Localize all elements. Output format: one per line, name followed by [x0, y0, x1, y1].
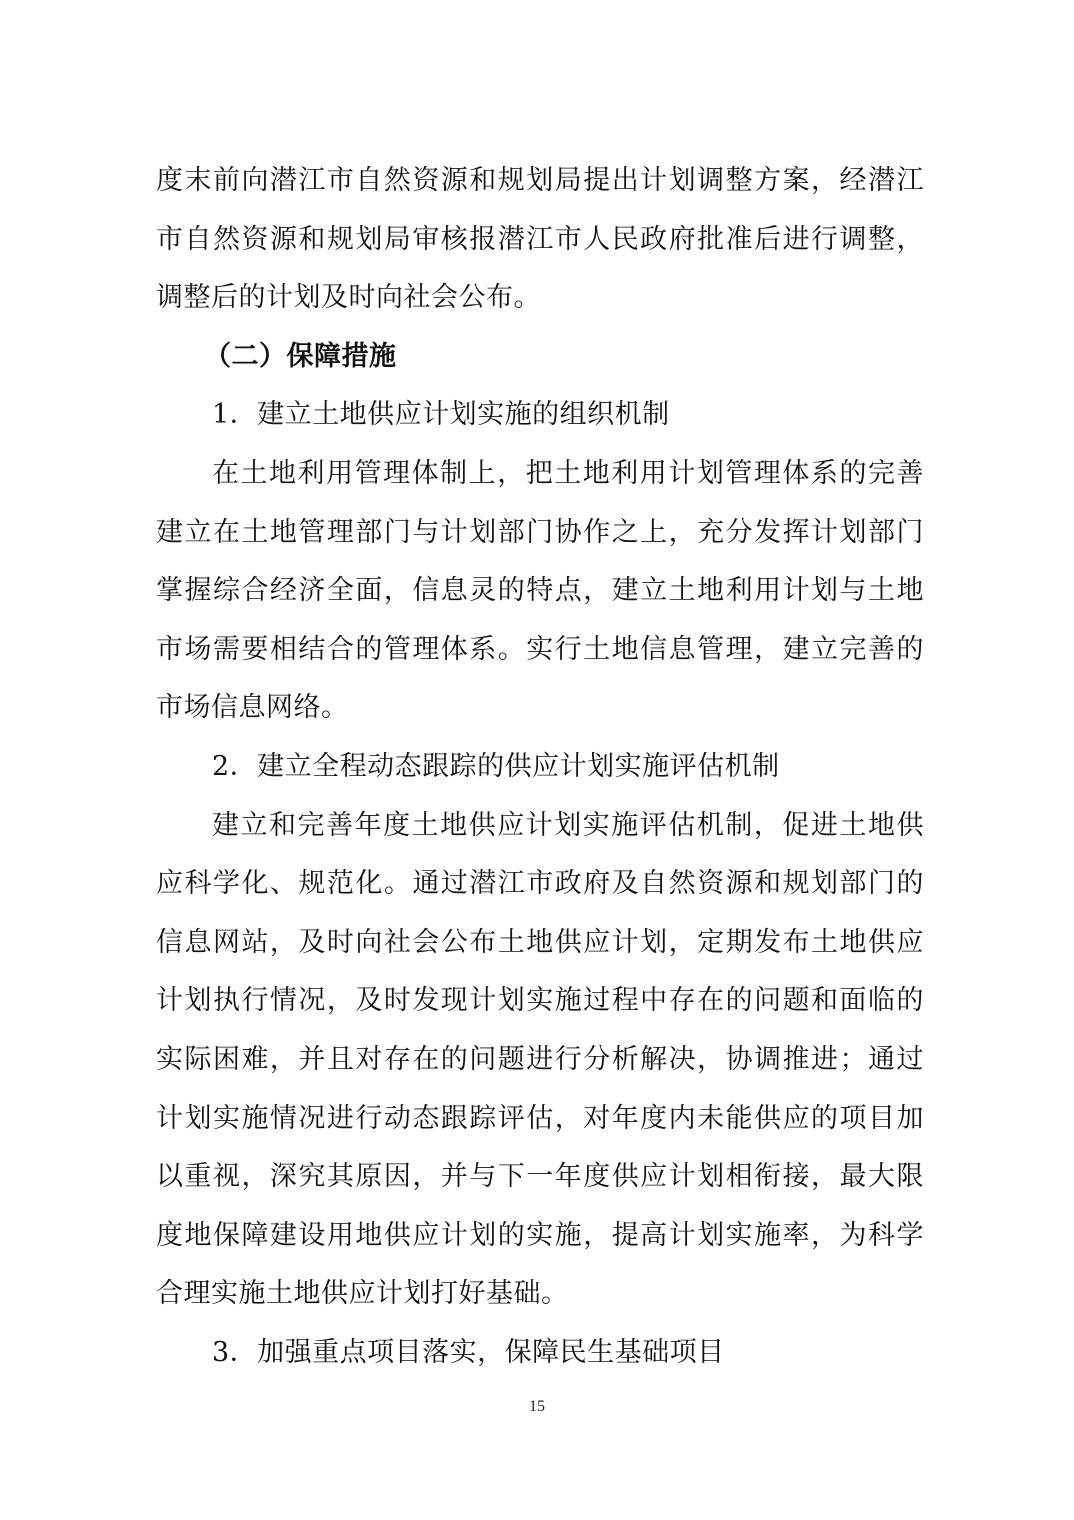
page-number: 15: [529, 1398, 545, 1415]
section-heading-safeguards: （二）保障措施: [204, 340, 397, 372]
paragraph-continued: 度末前向潜江市自然资源和规划局提出计划调整方案，经潜江市自然资源和规划局审核报潜江市人民政府批准后进行调整，调整后的计划及时向社会公布。: [156, 165, 924, 314]
list-item-1-heading: 1．建立土地供应计划实施的组织机制: [212, 399, 670, 431]
list-item-2-heading: 2．建立全程动态跟踪的供应计划实施评估机制: [212, 750, 780, 782]
paragraph-evaluation-mechanism: 建立和完善年度土地供应计划实施评估机制，促进土地供应科学化、规范化。通过潜江市政府及自然资源和规划部门的信息网站，及时向社会公布土地供应计划，定期发布土地供应计划执行情况，及时发现计划实施过程中存在的问题和面临的实际困难，并且对存在的问题进行分析解决，协调推进；通过计划实施情况进行动态跟踪评估，对年度内未能供应的项目加以重视，深究其原因，并与下一年度供应计划相衔接，最大限度地保障建设用地供应计划的实施，提高计划实施率，为科学合理实施土地供应计划打好基础。: [156, 809, 924, 1310]
paragraph-organization-mechanism: 在土地利用管理体制上，把土地利用计划管理体系的完善建立在土地管理部门与计划部门协作之上，充分发挥计划部门掌握综合经济全面，信息灵的特点，建立土地利用计划与土地市场需要相结合的管理体系。实行土地信息管理，建立完善的市场信息网络。: [156, 457, 924, 724]
list-item-3-heading: 3．加强重点项目落实，保障民生基础项目: [212, 1336, 725, 1368]
document-body: [156, 152, 924, 1382]
